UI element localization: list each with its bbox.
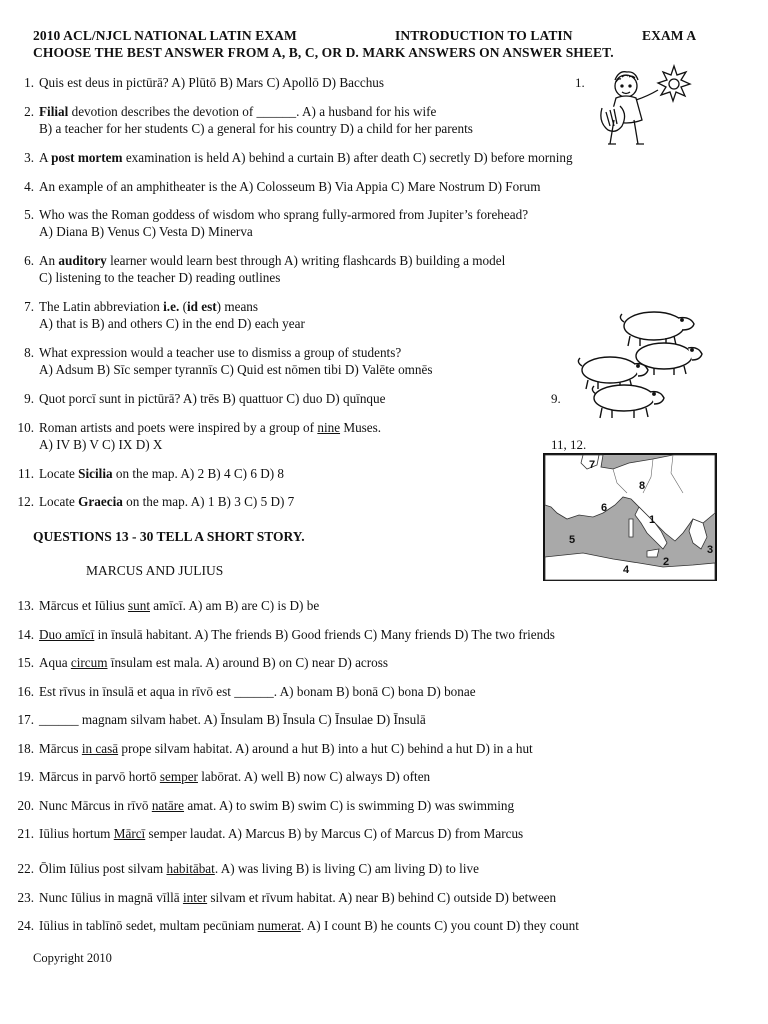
story-title: MARCUS AND JULIUS xyxy=(86,563,224,578)
section-heading: QUESTIONS 13 - 30 TELL A SHORT STORY. xyxy=(33,529,305,544)
question-24: 24. Iūlius in tablīnō sedet, multam pecūniam numerat. A) I count B) he counts C) you count D) they count xyxy=(17,918,579,933)
question-19: 19. Mārcus in parvō hortō semper labōrat. A) well B) now C) always D) often xyxy=(17,769,431,784)
pigs-illustration xyxy=(570,300,706,422)
question-4: 4. An example of an amphitheater is the A) Colosseum B) Via Appia C) Mare Nostrum D) Forum xyxy=(24,179,541,194)
figure-9-label: 9. xyxy=(551,391,561,406)
question-23: 23. Nunc Iūlius in magnā vīllā inter silvam et rīvum habitat. A) near B) behind C) outside D) between xyxy=(17,890,557,905)
map-number-6: 6 xyxy=(601,502,608,514)
mediterranean-map xyxy=(543,453,717,581)
exam-title-right: EXAM A xyxy=(642,28,697,43)
apollo-illustration xyxy=(596,64,692,148)
map-number-3: 3 xyxy=(707,544,714,556)
question-3: 3. A post mortem examination is held A) behind a curtain B) after death C) secretly D) before morning xyxy=(24,150,573,165)
figure-map-label: 11, 12. xyxy=(551,437,587,452)
question-7: 7. The Latin abbreviation i.e. (id est) means A) that is B) and others C) in the end D) each year xyxy=(24,299,305,331)
map-number-2: 2 xyxy=(663,556,670,568)
exam-title-mid: INTRODUCTION TO LATIN xyxy=(395,28,573,43)
question-9: 9. Quot porcī sunt in pictūrā? A) trēs B) quattuor C) duo D) quīnque xyxy=(24,391,386,406)
question-1: 1. Quis est deus in pictūrā? A) Plūtō B) Mars C) Apollō D) Bacchus xyxy=(24,75,385,90)
question-10: 10. Roman artists and poets were inspired by a group of nine Muses. A) IV B) V C) IX D) X xyxy=(17,420,382,452)
question-15: 15. Aqua circum īnsulam est mala. A) around B) on C) near D) across xyxy=(17,655,389,670)
question-14: 14. Duo amīcī in īnsulā habitant. A) The friends B) Good friends C) Many friends D) The two friends xyxy=(17,627,555,642)
map-number-1: 1 xyxy=(649,514,656,526)
question-12: 12. Locate Graecia on the map. A) 1 B) 3 C) 5 D) 7 xyxy=(17,494,295,509)
map-number-5: 5 xyxy=(569,534,576,546)
exam-instructions: CHOOSE THE BEST ANSWER FROM A, B, C, OR D. MARK ANSWERS ON ANSWER SHEET. xyxy=(33,45,614,60)
question-16: 16. Est rīvus in īnsulā et aqua in rīvō est ______. A) bonam B) bonā C) bona D) bonae xyxy=(17,684,476,699)
question-21: 21. Iūlius hortum Mārcī semper laudat. A) Marcus B) by Marcus C) of Marcus D) from Marcus xyxy=(17,826,524,841)
question-6: 6. An auditory learner would learn best through A) writing flashcards B) building a model C) listening to the teacher D) reading outlines xyxy=(24,253,506,285)
map-number-7: 7 xyxy=(589,459,596,471)
question-5: 5. Who was the Roman goddess of wisdom who sprang fully-armored from Jupiter’s forehead? A) Diana B) Venus C) Vesta D) Minerva xyxy=(24,207,529,239)
figure-1-label: 1. xyxy=(575,75,585,90)
question-8: 8. What expression would a teacher use to dismiss a group of students? A) Adsum B) Sīc semper tyrannīs C) Quid est nōmen tibi D) Valēte omnēs xyxy=(24,345,433,377)
question-17: 17. ______ magnam silvam habet. A) Īnsulam B) Īnsula C) Īnsulae D) Īnsulā xyxy=(17,712,426,727)
copyright: Copyright 2010 xyxy=(33,951,112,965)
question-18: 18. Mārcus in casā prope silvam habitat. A) around a hut B) into a hut C) behind a hut D) in a hut xyxy=(17,741,533,756)
exam-title-left: 2010 ACL/NJCL NATIONAL LATIN EXAM xyxy=(33,28,297,43)
map-number-8: 8 xyxy=(639,480,646,492)
question-13: 13. Mārcus et Iūlius sunt amīcī. A) am B) are C) is D) be xyxy=(17,598,320,613)
question-22: 22. Ōlim Iūlius post silvam habitābat. A) was living B) is living C) am living D) to live xyxy=(17,861,479,876)
map-number-4: 4 xyxy=(623,564,630,576)
question-11: 11. Locate Sicilia on the map. A) 2 B) 4 C) 6 D) 8 xyxy=(18,466,285,481)
question-20: 20. Nunc Mārcus in rīvō natāre amat. A) to swim B) swim C) is swimming D) was swimming xyxy=(17,798,515,813)
question-2: 2. Filial devotion describes the devotion of ______. A) a husband for his wife B) a teacher for her students C) a general for his country D) a child for her parents xyxy=(24,104,473,136)
